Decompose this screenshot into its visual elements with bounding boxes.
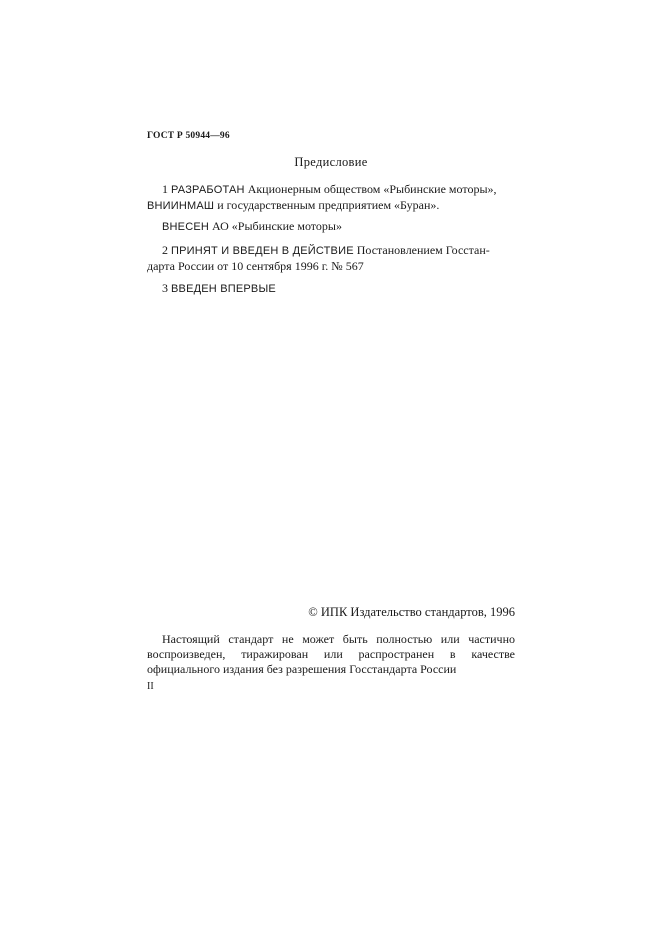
foreword-title: Предисловие xyxy=(294,155,368,169)
item-text: Постановлением Госстан- xyxy=(353,243,490,257)
item-label: РАЗРАБОТАН xyxy=(171,184,245,196)
item-number: 2 xyxy=(162,243,168,257)
foreword-item-3 xyxy=(147,281,515,297)
item-label-secondary: ВНИИНМАШ xyxy=(147,200,215,212)
item-label: ВВЕДЕН ВПЕРВЫЕ xyxy=(171,283,276,295)
item-number: 1 xyxy=(162,182,168,196)
foreword-item-submitted xyxy=(147,219,515,235)
foreword-item-2 xyxy=(147,243,515,274)
reproduction-notice xyxy=(147,632,515,677)
item-label: ВНЕСЕН xyxy=(162,221,210,233)
page-number: II xyxy=(147,681,154,692)
item-text-secondary: и государственным предприятием «Буран». xyxy=(214,198,440,212)
item-text: АО «Рыбинские моторы» xyxy=(209,219,342,233)
foreword-item-1 xyxy=(147,182,515,214)
item-number: 3 xyxy=(162,281,168,295)
item-text-continued: дарта России от 10 сентября 1996 г. № 567 xyxy=(147,259,364,273)
copyright-line: © ИПК Издательство стандартов, 1996 xyxy=(308,605,515,619)
standard-code: ГОСТ Р 50944—96 xyxy=(147,131,230,141)
notice-text: Настоящий стандарт не может быть полностью или частично воспроизведен, тиражирован или распространен в качестве официального издания без разрешения Госстандарта России xyxy=(147,632,515,676)
item-text: Акционерным обществом «Рыбинские моторы», xyxy=(244,182,497,196)
item-label: ПРИНЯТ И ВВЕДЕН В ДЕЙСТВИЕ xyxy=(171,245,354,257)
